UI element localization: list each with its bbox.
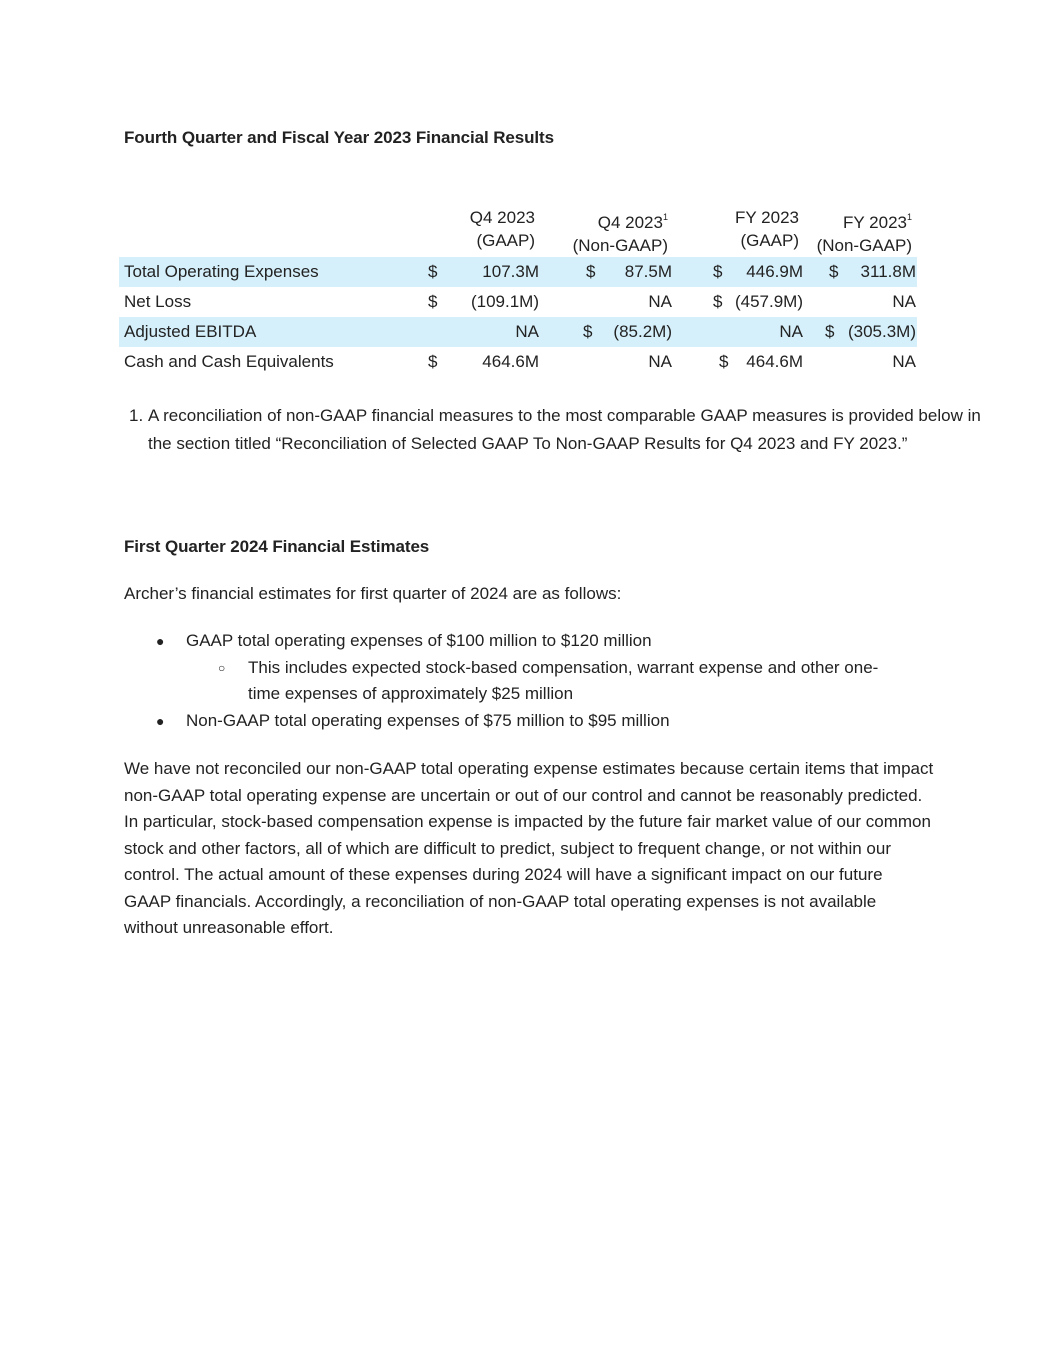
cell-value: NA <box>648 292 672 311</box>
cell-value: 464.6M <box>482 352 539 371</box>
sub-list-item <box>124 655 924 708</box>
section-title-financial-results: Fourth Quarter and Fiscal Year 2023 Financial Results <box>124 128 554 147</box>
currency-symbol: $ <box>586 262 596 281</box>
currency-symbol: $ <box>719 352 729 371</box>
currency-symbol: $ <box>713 262 723 281</box>
cell-value: 107.3M <box>482 262 539 281</box>
cell-value: 464.6M <box>746 352 803 371</box>
cell-value: (305.3M) <box>847 322 916 341</box>
header-fy-non-gaap: FY 2023$^1$ (Non-GAAP) <box>816 212 912 255</box>
list-item <box>124 708 924 735</box>
currency-symbol: $ <box>428 352 438 371</box>
row-label: Cash and Cash Equivalents <box>124 352 334 371</box>
currency-symbol: $ <box>825 322 835 341</box>
estimates-intro: Archer’s financial estimates for first quarter of 2024 are as follows: <box>124 584 622 603</box>
cell-value: 87.5M <box>624 262 672 281</box>
list-item-text: GAAP total operating expenses of $100 million to $120 million <box>186 631 652 650</box>
estimates-list <box>124 628 924 734</box>
table-body <box>119 257 917 377</box>
sub-list-item-text: This includes expected stock-based compensation, warrant expense and other one-time expenses of approximately $25 million <box>248 657 879 703</box>
row-label: Adjusted EBITDA <box>124 322 257 341</box>
bullet-icon: ● <box>156 712 165 729</box>
table-row <box>119 287 917 317</box>
cell-value: NA <box>648 352 672 371</box>
reconciliation-paragraph: We have not reconciled our non-GAAP total operating expense estimates because certain items that impact non-GAAP total operating expense are uncertain or out of our control and cannot be reasonably predicted. In particular, stock-based compensation expense is impacted by the future fair market value of our common stock and other factors, all of which are difficult to predict, subject to frequent change, or not within our control. The actual amount of these expenses during 2024 will have a significant impact on our future GAAP financials. Accordingly, a reconciliation of non-GAAP total operating expenses is not available without unreasonable effort. <box>124 759 934 937</box>
cell-value: NA <box>892 292 916 311</box>
currency-symbol: $ <box>583 322 593 341</box>
bullet-icon: ● <box>156 633 165 649</box>
footnote-text: A reconciliation of non-GAAP financial measures to the most comparable GAAP measures is provided below in the section titled “Reconciliation of Selected GAAP To Non-GAAP Results for Q4 2023 and FY 2023.” <box>148 406 981 453</box>
hollow-bullet-icon: ○ <box>218 660 226 675</box>
cell-value: NA <box>779 322 803 341</box>
cell-value: (457.9M) <box>734 292 803 311</box>
cell-value: 446.9M <box>746 262 803 281</box>
table-row <box>119 317 917 347</box>
section-title-financial-estimates: First Quarter 2024 Financial Estimates <box>124 537 430 556</box>
financial-results-table <box>119 206 917 371</box>
cell-value: NA <box>892 352 916 371</box>
currency-symbol: $ <box>428 292 438 311</box>
row-label: Total Operating Expenses <box>124 262 319 281</box>
cell-value: 311.8M <box>860 262 916 281</box>
table-row <box>119 347 917 377</box>
currency-symbol: $ <box>713 292 723 311</box>
cell-value: NA <box>515 322 539 341</box>
currency-symbol: $ <box>428 262 438 281</box>
footnote-number: 1. <box>129 406 144 425</box>
header-q4-gaap: Q4 2023 (GAAP) <box>469 208 535 250</box>
row-label: Net Loss <box>124 292 192 311</box>
table-row <box>119 257 917 287</box>
list-item <box>124 628 924 655</box>
header-q4-non-gaap: Q4 2023$^1$ (Non-GAAP) <box>572 212 668 255</box>
list-item-text: Non-GAAP total operating expenses of $75 million to $95 million <box>186 710 670 730</box>
currency-symbol: $ <box>829 262 839 281</box>
cell-value: (85.2M) <box>613 322 672 341</box>
cell-value: (109.1M) <box>470 292 539 311</box>
table-header-row <box>119 206 917 256</box>
header-fy-gaap: FY 2023 (GAAP) <box>735 208 799 250</box>
